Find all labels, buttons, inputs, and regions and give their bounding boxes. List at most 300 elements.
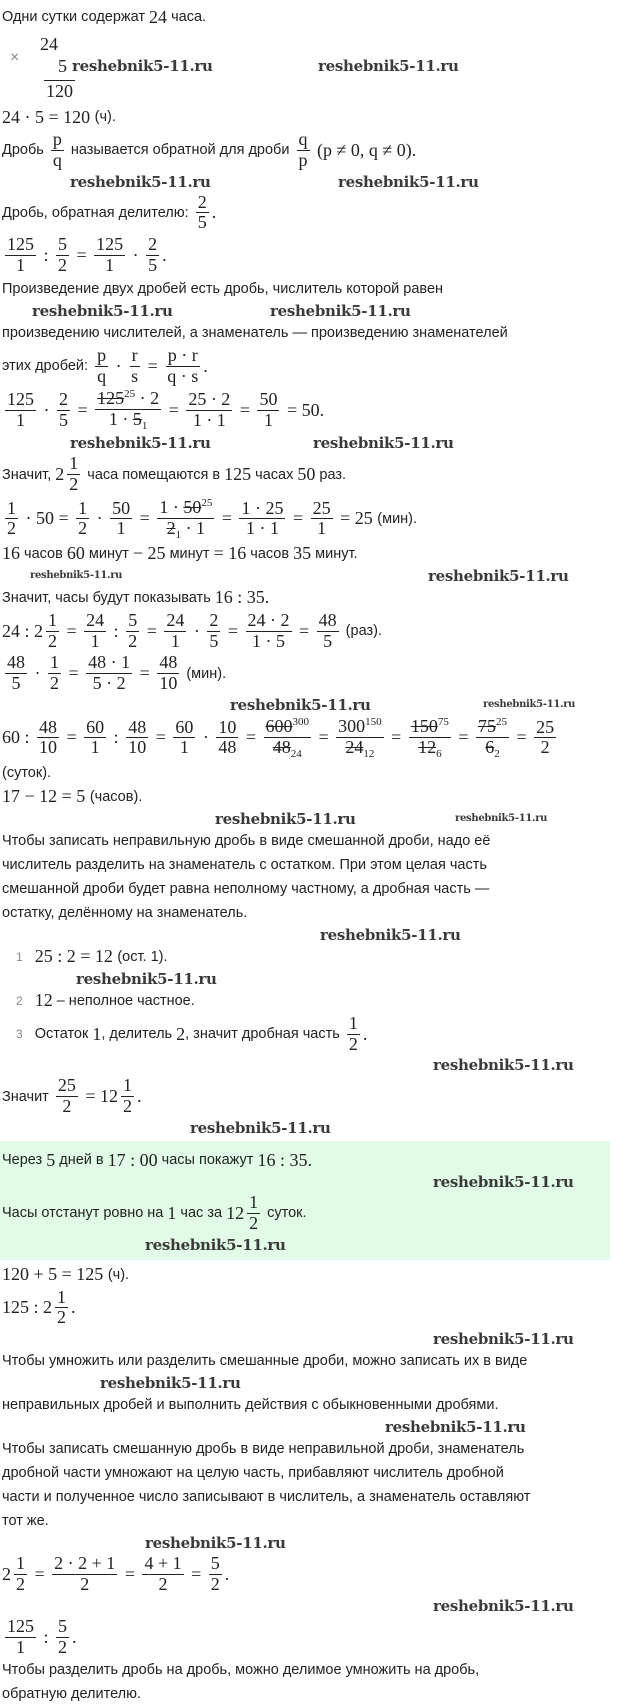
fraction [94, 235, 125, 276]
math: 4 + 1 [144, 1553, 182, 1574]
denominator [51, 151, 64, 171]
math: 125 [7, 1615, 34, 1636]
math: 24 : 2 [2, 620, 44, 641]
math: 1 [116, 518, 126, 539]
fraction [56, 1076, 78, 1117]
list-number: 3 [16, 1027, 23, 1042]
math: · 1 [181, 517, 206, 538]
numerator [56, 1617, 69, 1638]
text-line [2, 106, 632, 128]
math: 10 [159, 673, 178, 694]
denominator [157, 674, 179, 694]
math: . [211, 202, 217, 223]
numerator [5, 1617, 36, 1638]
cancelled-number: 150 [410, 715, 438, 736]
math: = [294, 620, 314, 641]
math: 5 [148, 254, 158, 275]
watermark-row [0, 1330, 632, 1348]
math: 1 [170, 630, 180, 651]
text-line [2, 130, 632, 171]
text: Через [2, 1152, 47, 1169]
text-line [2, 878, 632, 900]
text-line [2, 716, 632, 760]
numerator [166, 346, 200, 367]
math: . [162, 244, 167, 265]
denominator [5, 519, 18, 539]
math: 35 [293, 543, 312, 564]
denominator [250, 632, 287, 652]
math: q [52, 149, 62, 170]
watermark: reshebnik5-11.ru [270, 301, 411, 320]
watermark: reshebnik5-11.ru [320, 925, 461, 944]
math: 25 [312, 497, 331, 518]
superscript: 25 [124, 388, 136, 401]
text-line [2, 1510, 632, 1532]
denominator [56, 256, 69, 276]
denominator [216, 738, 238, 758]
text-line [2, 1438, 632, 1460]
numerator [476, 716, 509, 738]
numerator [86, 653, 132, 674]
math: 1 [90, 737, 100, 758]
math: 25 [57, 1075, 76, 1096]
numerator [14, 1554, 27, 1575]
math: 300 [338, 715, 366, 736]
text: части и полученное число записывают в числитель, а знаменатель оставляют [2, 1489, 531, 1506]
denominator [297, 151, 310, 171]
math: (p ≠ 0, q ≠ 0). [312, 139, 417, 160]
math: 2 [209, 609, 219, 630]
math: · [92, 508, 108, 529]
math: = [186, 1564, 206, 1584]
watermark: reshebnik5-11.ru [433, 1596, 574, 1615]
watermark-row [0, 696, 632, 714]
math: . [71, 1297, 76, 1318]
numerator [246, 611, 292, 632]
cancelled-number: 48 [272, 736, 291, 757]
numerator [347, 1014, 360, 1035]
fraction [52, 1554, 117, 1595]
denominator [56, 1638, 69, 1658]
math: 12 [34, 990, 53, 1011]
math: p [97, 344, 107, 365]
fraction [37, 718, 59, 759]
cancelled-number: 50 [183, 496, 202, 517]
math: 2 [16, 1574, 25, 1594]
math: = 50. [282, 399, 325, 420]
fraction [48, 653, 61, 694]
math: 1 [92, 1023, 102, 1044]
text: часа помещаются в [83, 466, 225, 483]
denominator [244, 519, 281, 539]
math: = [72, 244, 92, 265]
math: = [511, 727, 532, 748]
math: 60 [175, 716, 194, 737]
denominator [129, 367, 140, 387]
math: · [111, 355, 127, 376]
fraction [186, 390, 232, 431]
math: = [62, 620, 82, 641]
numerator [196, 193, 209, 214]
math: 2 [158, 1574, 168, 1594]
math: 1 · 1 [192, 409, 226, 430]
text-line [2, 854, 632, 876]
cancelled-number: 600 [265, 715, 293, 736]
math: 1 [16, 409, 25, 430]
watermark: reshebnik5-11.ru [215, 809, 356, 828]
text-line [2, 388, 632, 432]
math: 1 [90, 630, 100, 651]
fraction [95, 346, 108, 387]
math: · [198, 727, 214, 748]
text: часов [20, 545, 67, 562]
denominator [321, 632, 334, 652]
fraction [173, 718, 195, 759]
math: = [62, 727, 82, 748]
numerator [164, 611, 186, 632]
fraction [95, 388, 161, 432]
numerator [126, 611, 139, 632]
watermark: reshebnik5-11.ru [145, 1534, 286, 1553]
text-line [2, 346, 632, 387]
text: Дробь [2, 142, 48, 159]
numerator [5, 390, 36, 411]
math: 2 · 2 + 1 [54, 1553, 116, 1574]
math: 10 [218, 716, 237, 737]
cancelled-number: 12 [418, 736, 437, 757]
watermark: reshebnik5-11.ru [145, 1235, 286, 1254]
text: неправильных дробей и выполнить действия с обыкновенными дробями. [2, 1397, 499, 1414]
fraction [157, 497, 214, 541]
denominator [126, 632, 139, 652]
fraction [129, 346, 140, 387]
watermark-row [0, 1119, 632, 1137]
text-line [2, 6, 632, 28]
math: 5 [209, 630, 219, 651]
text: Дробь, обратная делителю: [2, 204, 193, 221]
fraction [76, 499, 89, 540]
math: 1 [16, 1636, 25, 1657]
math: . [72, 1626, 77, 1647]
watermark-row [0, 1173, 610, 1191]
text: , значит дробная часть [185, 1026, 344, 1043]
math: 25 : 2 = 12 [34, 946, 118, 967]
math: 2 [2, 1564, 11, 1584]
text-line [2, 1554, 632, 1595]
math: 5 [58, 1615, 68, 1636]
math: 1 [167, 1202, 177, 1223]
math: : [109, 727, 124, 748]
superscript: 25 [201, 496, 213, 509]
fraction [409, 716, 451, 760]
numerator [209, 1554, 222, 1575]
fraction [126, 611, 139, 652]
math: 48 [128, 716, 147, 737]
text-line [2, 1193, 610, 1234]
fraction [264, 716, 312, 760]
text: суток. [263, 1205, 307, 1222]
math: : [109, 620, 124, 641]
math: = [235, 399, 255, 420]
numerator [51, 130, 64, 151]
subscript: 2 [494, 747, 500, 760]
text-line [2, 653, 632, 694]
fraction [247, 1193, 260, 1234]
numerator [130, 346, 140, 367]
math: 50 [112, 497, 131, 518]
math: 2 [55, 464, 65, 485]
math: 2 [58, 1636, 68, 1657]
watermark-row [0, 1236, 610, 1254]
watermark: reshebnik5-11.ru [338, 172, 479, 191]
text: минут [84, 545, 133, 562]
text-line [2, 1394, 632, 1416]
math: 60 [86, 716, 105, 737]
text: (ч). [94, 109, 116, 125]
denominator [165, 519, 208, 541]
watermark: reshebnik5-11.ru [433, 1330, 574, 1349]
fraction [209, 1554, 222, 1595]
denominator [78, 1575, 91, 1595]
text: – неполное частное. [52, 992, 195, 1009]
fraction [317, 611, 339, 652]
watermark: reshebnik5-11.ru [70, 434, 211, 453]
fraction [311, 499, 333, 540]
fraction [165, 346, 200, 387]
math: 1 [249, 1192, 259, 1213]
denominator [37, 738, 59, 758]
text: часы покажут [157, 1152, 258, 1169]
denominator [191, 411, 228, 431]
math: . [137, 1086, 142, 1107]
math: 2 [69, 474, 79, 495]
denominator [115, 519, 128, 539]
text: часа. [167, 9, 207, 25]
fraction [347, 1014, 360, 1055]
text-line [2, 1486, 632, 1508]
text-line [2, 1014, 632, 1055]
math: q [298, 129, 308, 149]
math: 5 [210, 1553, 220, 1574]
column-multiplier: 5 [58, 56, 67, 76]
math: 17 − 12 = 5 [2, 786, 90, 807]
text-line [2, 1149, 610, 1171]
text: минут [165, 545, 214, 562]
math: 48 [318, 609, 337, 630]
math: 24 · 2 [247, 609, 290, 630]
math: = [453, 727, 473, 748]
cancelled-number: 75 [477, 715, 496, 736]
watermark: reshebnik5-11.ru [313, 434, 454, 453]
denominator [271, 738, 304, 760]
denominator [347, 1035, 360, 1055]
math: 16 : 35. [214, 587, 270, 608]
numerator [5, 653, 27, 674]
denominator [14, 411, 27, 431]
math: p [298, 149, 308, 170]
fraction [297, 130, 310, 171]
text-line [2, 587, 632, 609]
math: 2 [210, 1574, 220, 1594]
numerator [146, 235, 159, 256]
math: 2 [78, 518, 88, 539]
numerator [76, 499, 89, 520]
math: · [189, 620, 205, 641]
fraction [110, 499, 132, 540]
text: тот же. [2, 1513, 49, 1530]
cancelled-number: 24 [345, 736, 364, 757]
text: (часов). [89, 788, 143, 805]
fraction [55, 1288, 68, 1329]
denominator [165, 367, 200, 387]
subscript: 12 [363, 747, 375, 760]
math: 1 [348, 1012, 358, 1033]
fraction [239, 499, 285, 540]
denominator [196, 213, 209, 233]
list-number: 1 [16, 949, 23, 964]
math: − 25 [132, 543, 166, 564]
math: 2 [80, 1574, 90, 1594]
math: 25 [536, 716, 555, 737]
cancelled-number: 2 [166, 517, 176, 538]
denominator [315, 519, 328, 539]
watermark-row [0, 1056, 632, 1074]
numerator [216, 718, 238, 739]
math: 1 [69, 453, 79, 474]
denominator [14, 256, 27, 276]
math: 5 [46, 1149, 56, 1170]
fraction [46, 611, 59, 652]
math: 48 · 1 [88, 652, 131, 673]
math: 12 [226, 1202, 245, 1223]
fraction [5, 653, 27, 694]
numerator [95, 346, 108, 367]
cancelled-number: 125 [97, 388, 125, 409]
text: дней в [55, 1152, 108, 1169]
fraction [216, 718, 238, 759]
text: Произведение двух дробей есть дробь, числитель которой равен [2, 280, 444, 297]
watermark-row [0, 1374, 632, 1392]
fraction [5, 390, 36, 431]
math: 2 [48, 630, 58, 651]
text: Чтобы записать смешанную дробь в виде неправильной дроби, знаменатель [2, 1441, 525, 1458]
numerator [84, 611, 106, 632]
text: Часы отстанут ровно на [2, 1205, 168, 1222]
watermark: reshebnik5-11.ru [318, 57, 459, 75]
text-line [2, 278, 632, 300]
fraction [146, 235, 159, 276]
math: = [164, 399, 184, 420]
math: 1 [179, 737, 189, 758]
fraction [336, 716, 384, 760]
watermark: reshebnik5-11.ru [190, 1119, 331, 1138]
denominator [60, 1097, 73, 1117]
math: 24 [86, 609, 105, 630]
math: 60 [66, 543, 85, 564]
fraction [84, 718, 106, 759]
text: (ост. 1). [117, 948, 168, 965]
fraction [56, 235, 69, 276]
math: = [217, 508, 237, 529]
watermark-row [0, 173, 632, 191]
math: 1 [105, 254, 115, 275]
numerator [110, 499, 132, 520]
denominator [14, 1575, 27, 1595]
text: Остаток [34, 1026, 93, 1043]
math: = [73, 399, 93, 420]
text: Значит, часы будут показывать [2, 589, 215, 606]
watermark: reshebnik5-11.ru [433, 1056, 574, 1075]
math: = 12 [80, 1086, 118, 1107]
watermark: reshebnik5-11.ru [483, 698, 576, 710]
numerator [126, 718, 148, 739]
math: 5 [197, 212, 207, 233]
watermark-row [0, 970, 632, 988]
numerator [409, 716, 451, 738]
math: = [30, 1564, 50, 1584]
text-line [2, 611, 632, 652]
fraction [207, 611, 220, 652]
text: Чтобы умножить или разделить смешанные дроби, можно записать их в виде [2, 1353, 528, 1370]
text-line [2, 193, 632, 234]
numerator [94, 235, 125, 256]
numerator [311, 499, 333, 520]
math: : [39, 244, 54, 265]
text-line [2, 543, 632, 565]
denominator [10, 674, 23, 694]
text-line [2, 830, 632, 852]
math: · [30, 663, 45, 684]
math: 2 [59, 389, 68, 410]
math: 24 · 5 = 120 [2, 106, 95, 127]
math: 5 [11, 673, 21, 694]
math: 1 [50, 652, 59, 673]
numerator [121, 1076, 134, 1097]
text-line [2, 762, 632, 784]
watermark: reshebnik5-11.ru [428, 566, 569, 585]
text: остатку, делённому на знаменатель. [2, 904, 248, 921]
math: : [39, 1626, 54, 1647]
fraction [126, 718, 148, 759]
text: , делитель [101, 1026, 177, 1043]
denominator [14, 1638, 27, 1658]
text: (ч). [107, 1266, 130, 1283]
math: · [39, 399, 54, 420]
numerator [336, 716, 384, 738]
math: = 16 [213, 543, 247, 564]
numerator [5, 499, 18, 520]
fraction [51, 130, 64, 171]
math: 2 [57, 1307, 67, 1328]
text: смешанной дроби будет равна неполному частному, а дробная часть — [2, 880, 490, 897]
math: 60 : [2, 727, 35, 748]
text-line [2, 1076, 632, 1117]
subscript: 6 [436, 747, 442, 760]
math: 2 [7, 518, 16, 539]
math: 1 [7, 497, 16, 518]
denominator [539, 738, 552, 758]
superscript: 300 [292, 715, 309, 728]
text: дробной части умножают на целую часть, прибавляют числитель дробной [2, 1465, 504, 1482]
cancelled-number: 6 [485, 736, 495, 757]
math: · [128, 244, 144, 265]
watermark: reshebnik5-11.ru [72, 57, 213, 75]
denominator [57, 411, 70, 431]
watermark-row [0, 1534, 632, 1552]
math: 125 : 2 [2, 1297, 53, 1318]
math: = [288, 508, 308, 529]
text-line [2, 1683, 632, 1705]
